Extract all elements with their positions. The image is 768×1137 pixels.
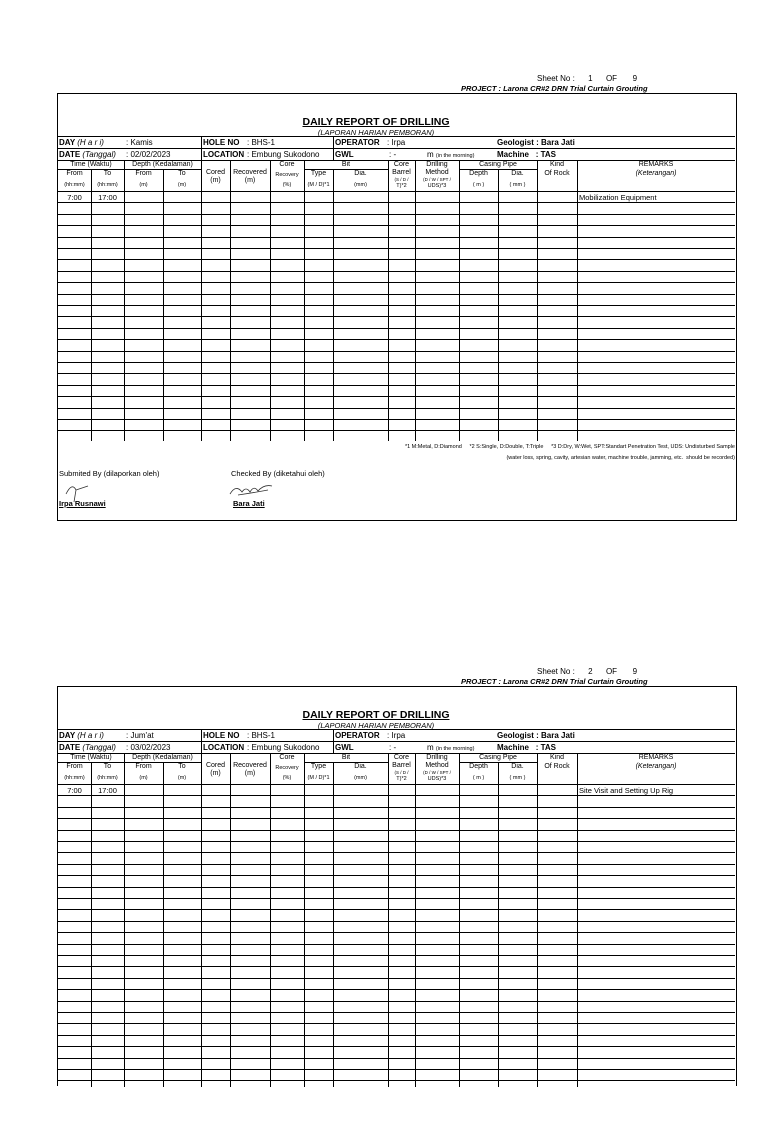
col-cored: Cored — [205, 169, 226, 176]
grid-row-line — [58, 248, 735, 249]
grid-row-line — [58, 1001, 735, 1002]
grid-row-line — [58, 795, 735, 796]
project-name: PROJECT : Larona CR#2 DRN Trial Curtain Grouting — [461, 84, 648, 93]
grid-row-line — [58, 191, 735, 192]
grid-row-line — [58, 921, 735, 922]
location-label: LOCATION — [203, 150, 245, 159]
signature-mark — [228, 482, 274, 498]
grid-row-line — [58, 762, 201, 763]
checked-by-name: Bara Jati — [233, 499, 265, 508]
grid-row-line — [58, 818, 735, 819]
machine-label: Machine : TAS — [497, 743, 556, 752]
report-frame: DAILY REPORT OF DRILLING (LAPORAN HARIAN PEMBORAN) DAY (H a r i) : Kamis DATE (Tanggal) : 02/02/2023 HOLE NO : BHS-1 LOCATION : Embung Sukodono OPERATOR : Irpa GWL : - m (in the morning) Geologist : Bara Jati Machine : TAS Time (Waktu) From To (hh:mm) (hh:mm) Depth (Kedalaman) From To (m) (m) Cored (m) Recovered (m) Core Recovery (%) Bit Type (M / D)*1 Dia. (mm) Core Barrel (S / D / T)*2 Drilling Method (D / W / SPT / UDS)*3 Casing Pipe Depth ( m ) Dia. ( mm ) Kind Of Rock REMARKS (Keterangan) 7:00 17:00 Mobilization Equipment *1 M:Metal, D:Diamond *2 S:Single, D:Double, T:Triple *3 D:Dry, W:Wet, SPT:Standart Penetration Test, UDS: Undisturbed Sample (water loss, spring, cavity, artesian water, machine trouble, jamming, etc. should be recorded) Submited By (dilaporkan oleh) Checked By (diketahui oleh) Irpa Rusnawi Bara Jati — [57, 93, 737, 521]
grid-col-line — [537, 753, 538, 1087]
grid-row-line — [58, 1069, 735, 1070]
grid-col-line — [577, 753, 578, 1087]
grid-col-line — [270, 753, 271, 1087]
sheet-number: Sheet No : 2 OF 9 — [537, 667, 638, 676]
grid-row-line — [58, 396, 735, 397]
grid-row-line — [58, 169, 201, 170]
grid-row-line — [58, 430, 735, 431]
hole-value: : BHS-1 — [247, 138, 276, 147]
grid-row-line — [58, 864, 735, 865]
operator-label: OPERATOR — [335, 731, 380, 740]
grid-row-line — [58, 1058, 735, 1059]
col-core-barrel: Core — [393, 161, 410, 168]
col-depth: Depth (Kedalaman) — [132, 754, 193, 761]
sheet-number: Sheet No : 1 OF 9 — [537, 74, 638, 83]
grid-row-line — [58, 408, 735, 409]
machine-label: Machine : TAS — [497, 150, 556, 159]
day-label: DAY (H a r i) — [59, 138, 104, 147]
grid-col-line — [333, 762, 334, 1087]
grid-row-line — [58, 316, 735, 317]
grid-row-line — [58, 202, 735, 203]
submitted-by-label: Submited By (dilaporkan oleh) — [59, 469, 160, 478]
col-time-to: To — [103, 170, 112, 177]
row-remarks: Site Visit and Setting Up Rig — [579, 786, 674, 795]
project-name: PROJECT : Larona CR#2 DRN Trial Curtain Grouting — [461, 677, 648, 686]
grid-col-line — [124, 753, 125, 1087]
grid-col-line — [388, 753, 389, 1087]
col-core-barrel: Core — [393, 754, 410, 761]
col-bit: Bit — [341, 161, 351, 168]
grid-row-line — [58, 932, 735, 933]
col-drilling-method: Drilling — [426, 161, 448, 168]
grid-row-line — [58, 841, 735, 842]
gwl-label: GWL — [335, 743, 354, 752]
location-value: : Embung Sukodono — [247, 743, 320, 752]
report-title: DAILY REPORT OF DRILLING — [302, 116, 450, 128]
submitted-by-name: Irpa Rusnawi — [59, 499, 106, 508]
col-recovered: Recovered — [233, 762, 267, 769]
col-remarks: REMARKS — [638, 161, 674, 168]
row-time-from: 7:00 — [67, 193, 82, 202]
grid-row-line — [58, 1080, 735, 1081]
date-label: DATE (Tanggal) — [59, 150, 116, 159]
geologist-label: Geologist : Bara Jati — [497, 731, 575, 740]
grid-row-line — [58, 966, 735, 967]
grid-col-line — [201, 753, 202, 1087]
grid-col-line — [459, 160, 460, 441]
col-kind-of-rock: Kind — [549, 161, 564, 168]
col-bit: Bit — [341, 754, 351, 761]
date-value: : 03/02/2023 — [126, 743, 171, 752]
grid-row-line — [58, 1012, 735, 1013]
grid-row-line — [58, 225, 735, 226]
col-casing-pipe: Casing Pipe — [479, 754, 517, 761]
hole-label: HOLE NO — [203, 731, 240, 740]
grid-col-line — [230, 753, 231, 1087]
col-recovered: Recovered — [233, 169, 267, 176]
operator-label: OPERATOR — [335, 138, 380, 147]
grid-row-line — [58, 294, 735, 295]
row-time-to: 17:00 — [98, 193, 117, 202]
gwl-label: GWL — [335, 150, 354, 159]
col-time: Time (Waktu) — [70, 754, 112, 761]
grid-row-line — [58, 419, 735, 420]
grid-row-line — [58, 385, 735, 386]
day-label: DAY (H a r i) — [59, 731, 104, 740]
grid-row-line — [58, 328, 735, 329]
col-depth: Depth (Kedalaman) — [132, 161, 193, 168]
grid-col-line — [333, 169, 334, 441]
grid-row-line — [58, 305, 735, 306]
grid-row-line — [58, 909, 735, 910]
report-frame: DAILY REPORT OF DRILLING (LAPORAN HARIAN PEMBORAN) DAY (H a r i) : Jum'at DATE (Tanggal) : 03/02/2023 HOLE NO : BHS-1 LOCATION : Embung Sukodono OPERATOR : Irpa GWL : - m (in the morning) Geologist : Bara Jati Machine : TAS Time (Waktu) From To (hh:mm) (hh:mm) Depth (Kedalaman) From To (m) (m) Cored (m) Recovered (m) Core Recovery (%) Bit Type (M / D)*1 Dia. (mm) Core Barrel (S / D / T)*2 Drilling Method (D / W / SPT / UDS)*3 Casing Pipe Depth ( m ) Dia. ( mm ) Kind Of Rock REMARKS (Keterangan) 7:00 17:00 Site Visit and Setting Up Rig — [57, 686, 737, 1086]
grid-row-line — [304, 169, 388, 170]
grid-row-line — [58, 214, 735, 215]
col-casing-pipe: Casing Pipe — [479, 161, 517, 168]
col-core-recovery: Core — [279, 161, 295, 168]
grid-row-line — [58, 259, 735, 260]
row-remarks: Mobilization Equipment — [579, 193, 657, 202]
col-remarks: REMARKS — [638, 754, 674, 761]
hole-label: HOLE NO — [203, 138, 240, 147]
col-drilling-method: Drilling — [426, 754, 448, 761]
grid-col-line — [304, 753, 305, 1087]
grid-col-line — [415, 753, 416, 1087]
gwl-value: : - — [389, 743, 397, 752]
report-subtitle: (LAPORAN HARIAN PEMBORAN) — [317, 721, 435, 730]
col-time-from: From — [66, 170, 83, 177]
report-title: DAILY REPORT OF DRILLING — [302, 709, 450, 721]
grid-row-line — [58, 989, 735, 990]
day-value: : Kamis — [126, 138, 153, 147]
date-value: : 02/02/2023 — [126, 150, 171, 159]
grid-col-line — [163, 169, 164, 441]
grid-row-line — [58, 1046, 735, 1047]
date-label: DATE (Tanggal) — [59, 743, 116, 752]
grid-row-line — [58, 875, 735, 876]
grid-col-line — [124, 160, 125, 441]
grid-row-line — [58, 852, 735, 853]
row-time-to: 17:00 — [98, 786, 117, 795]
gwl-value: : - — [389, 150, 397, 159]
grid-col-line — [230, 160, 231, 441]
col-core-recovery: Core — [279, 754, 295, 761]
grid-col-line — [577, 160, 578, 441]
grid-row-line — [58, 784, 735, 785]
grid-row-line — [58, 1035, 735, 1036]
grid-col-line — [163, 762, 164, 1087]
grid-row-line — [58, 830, 735, 831]
grid-row-line — [58, 362, 735, 363]
grid-row-line — [58, 282, 735, 283]
grid-row-line — [58, 978, 735, 979]
gwl-unit: m (in the morning) — [427, 150, 475, 159]
operator-value: : Irpa — [387, 731, 406, 740]
col-kind-of-rock: Kind — [549, 754, 564, 761]
grid-col-line — [91, 169, 92, 441]
location-value: : Embung Sukodono — [247, 150, 320, 159]
grid-col-line — [537, 160, 538, 441]
grid-col-line — [498, 169, 499, 441]
grid-row-line — [58, 807, 735, 808]
grid-row-line — [58, 237, 735, 238]
grid-row-line — [58, 898, 735, 899]
hole-value: : BHS-1 — [247, 731, 276, 740]
location-label: LOCATION — [203, 743, 245, 752]
grid-row-line — [58, 271, 735, 272]
footnote-records: (water loss, spring, cavity, artesian water, machine trouble, jamming, etc. should be recorded) — [506, 455, 735, 461]
row-time-from: 7:00 — [67, 786, 82, 795]
report-subtitle: (LAPORAN HARIAN PEMBORAN) — [317, 128, 435, 137]
grid-row-line — [58, 955, 735, 956]
checked-by-label: Checked By (diketahui oleh) — [231, 469, 325, 478]
grid-row-line — [58, 339, 735, 340]
grid-col-line — [459, 753, 460, 1087]
col-cored: Cored — [205, 762, 226, 769]
geologist-label: Geologist : Bara Jati — [497, 138, 575, 147]
grid-col-line — [415, 160, 416, 441]
grid-col-line — [270, 160, 271, 441]
gwl-unit: m (in the morning) — [427, 743, 475, 752]
grid-row-line — [58, 373, 735, 374]
grid-row-line — [58, 887, 735, 888]
grid-col-line — [91, 762, 92, 1087]
report-sheet-1 — [0, 74, 768, 544]
grid-row-line — [304, 762, 388, 763]
grid-row-line — [58, 944, 735, 945]
footnote-codes: *1 M:Metal, D:Diamond *2 S:Single, D:Double, T:Triple *3 D:Dry, W:Wet, SPT:Standart Penetration Test, UDS: Undisturbed Sample — [404, 444, 735, 450]
report-sheet-2 — [0, 667, 768, 1137]
grid-col-line — [498, 762, 499, 1087]
day-value: : Jum'at — [126, 731, 154, 740]
grid-col-line — [388, 160, 389, 441]
grid-row-line — [58, 351, 735, 352]
col-time: Time (Waktu) — [70, 161, 112, 168]
operator-value: : Irpa — [387, 138, 406, 147]
grid-col-line — [304, 160, 305, 441]
grid-col-line — [201, 160, 202, 441]
